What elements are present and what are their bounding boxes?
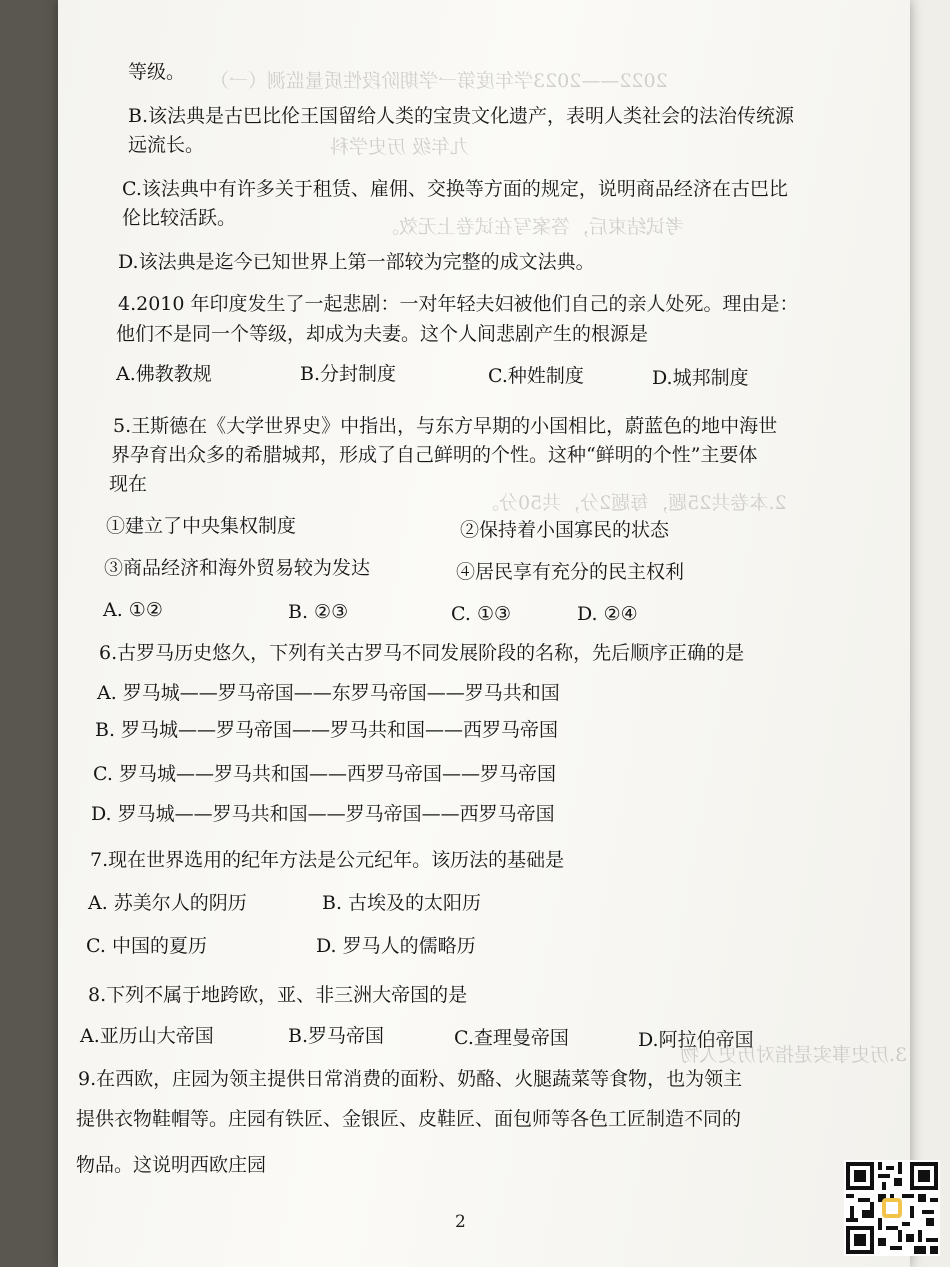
answer-option: C.查理曼帝国 bbox=[454, 1027, 569, 1049]
answer-option: D.城邦制度 bbox=[652, 367, 749, 389]
bleed-through: 2022——2023学年度第一学期阶段性质量监测（一） bbox=[210, 70, 668, 92]
page-number: 2 bbox=[455, 1212, 466, 1232]
text-line: 他们不是同一个等级，却成为夫妻。这个人间悲剧产生的根源是 bbox=[116, 323, 649, 345]
text-line: 4.2010 年印度发生了一起悲剧：一对年轻夫妇被他们自己的亲人处死。理由是： bbox=[118, 293, 799, 315]
text-line: 9.在西欧，庄园为领主提供日常消费的面粉、奶酪、火腿蔬菜等食物，也为领主 bbox=[78, 1068, 743, 1090]
answer-option: D. 罗马人的儒略历 bbox=[316, 935, 476, 957]
text-line: C.该法典中有许多关于租赁、雇佣、交换等方面的规定，说明商品经济在古巴比 bbox=[122, 178, 788, 200]
text-line: 界孕育出众多的希腊城邦，形成了自己鲜明的个性。这种“鲜明的个性”主要体 bbox=[111, 444, 758, 466]
text-line: 7.现在世界选用的纪年方法是公元纪年。该历法的基础是 bbox=[90, 849, 565, 871]
bleed-through: 九年级 历史学科 bbox=[330, 136, 470, 158]
text-line: 5.王斯德在《大学世界史》中指出，与东方早期的小国相比，蔚蓝色的地中海世 bbox=[113, 415, 778, 437]
answer-option: A. ①② bbox=[103, 599, 163, 621]
answer-option: B. 古埃及的太阳历 bbox=[322, 892, 482, 914]
answer-option: B. ②③ bbox=[288, 601, 349, 623]
answer-option: A. 苏美尔人的阴历 bbox=[88, 892, 247, 914]
answer-option: C. ①③ bbox=[451, 603, 512, 625]
text-line: C. 罗马城——罗马共和国——西罗马帝国——罗马帝国 bbox=[93, 763, 556, 785]
adjacent-page bbox=[906, 0, 950, 1267]
text-line: 8.下列不属于地跨欧，亚、非三洲大帝国的是 bbox=[88, 984, 468, 1006]
text-line: 提供衣物鞋帽等。庄园有铁匠、金银匠、皮鞋匠、面包师等各色工匠制造不同的 bbox=[76, 1108, 742, 1130]
text-line: D.该法典是迄今已知世界上第一部较为完整的成文法典。 bbox=[118, 251, 595, 273]
text-line: A. 罗马城——罗马帝国——东罗马帝国——罗马共和国 bbox=[97, 682, 560, 704]
answer-option: ①建立了中央集权制度 bbox=[106, 515, 297, 537]
text-line: 物品。这说明西欧庄园 bbox=[76, 1154, 267, 1176]
text-line: 伦比较活跃。 bbox=[122, 207, 237, 229]
bleed-through: 3.历史事实是指对历史人物 bbox=[680, 1044, 908, 1066]
answer-option: ④居民享有充分的民主权利 bbox=[456, 561, 685, 583]
answer-option: C.种姓制度 bbox=[488, 365, 584, 387]
bleed-through: 2.本卷共25题，每题2分，共50分。 bbox=[480, 492, 787, 514]
qr-code bbox=[844, 1160, 940, 1256]
text-line: B.该法典是古巴比伦王国留给人类的宝贵文化遗产，表明人类社会的法治传统源 bbox=[128, 105, 795, 127]
answer-option: C. 中国的夏历 bbox=[86, 935, 207, 957]
answer-option: B.分封制度 bbox=[300, 363, 397, 385]
text-line: 等级。 bbox=[128, 61, 186, 83]
qr-code-icon bbox=[846, 1162, 938, 1254]
answer-option: D.阿拉伯帝国 bbox=[638, 1029, 754, 1051]
text-line: D. 罗马城——罗马共和国——罗马帝国——西罗马帝国 bbox=[91, 803, 555, 825]
answer-option: ③商品经济和海外贸易较为发达 bbox=[104, 557, 371, 579]
text-line: B. 罗马城——罗马帝国——罗马共和国——西罗马帝国 bbox=[95, 719, 559, 741]
answer-option: B.罗马帝国 bbox=[288, 1025, 385, 1047]
text-line: 远流长。 bbox=[128, 134, 205, 156]
bleed-through: 考试结束后，答案写在试卷上无效。 bbox=[380, 216, 685, 238]
answer-option: A.亚历山大帝国 bbox=[80, 1025, 214, 1047]
answer-option: D. ②④ bbox=[577, 603, 638, 625]
text-line: 现在 bbox=[109, 473, 148, 495]
answer-option: A.佛教教规 bbox=[116, 363, 212, 385]
text-line: 6.古罗马历史悠久，下列有关古罗马不同发展阶段的名称，先后顺序正确的是 bbox=[99, 642, 745, 664]
answer-option: ②保持着小国寡民的状态 bbox=[460, 519, 670, 541]
